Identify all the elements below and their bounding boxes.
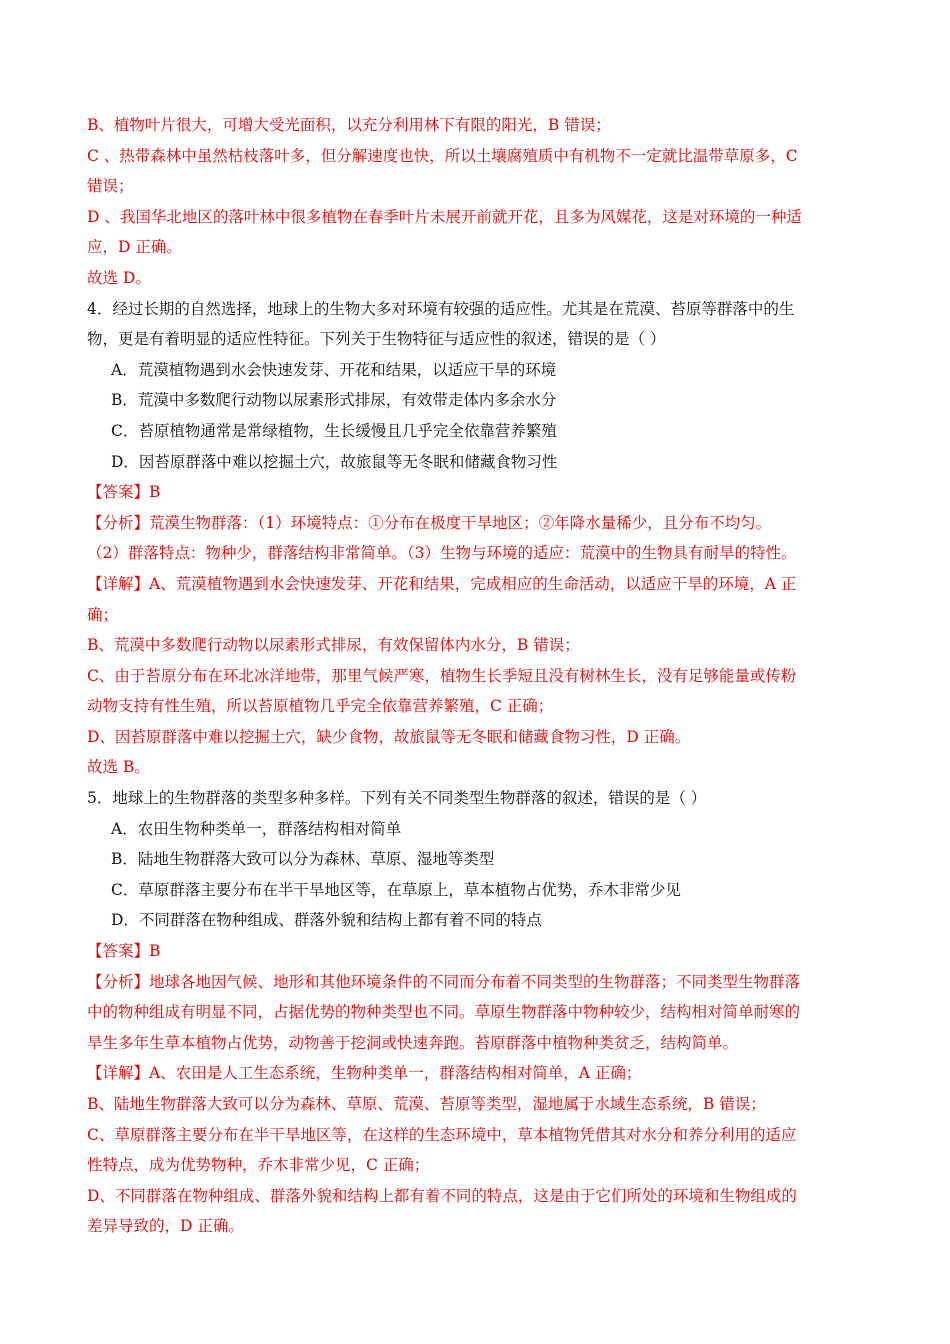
text-line: B、植物叶片很大，可增大受光面积，以充分利用林下有限的阳光，B 错误； [87,116,611,134]
text-line: 中的物种组成有明显不同，占据优势的物种类型也不同。草原生物群落中物种较少，结构相对简单耐寒的 [87,1003,801,1022]
text-line: D 、我国华北地区的落叶林中很多植物在春季叶片未展开前就开花，且多为风媒花，这是对环境的一种适 [87,207,802,226]
option-line: C．苔原植物通常是常绿植物，生长缓慢且几乎完全依靠营养繁殖 [111,421,557,440]
text-line: D、因苔原群落中难以挖掘土穴，缺少食物，故旅鼠等无冬眠和储藏食物习性，D 正确。 [87,727,691,746]
text-line: 【分析】荒漠生物群落：（1）环境特点：①分布在极度干旱地区；②年降水量稀少，且分布不均匀。 [87,513,772,532]
text-line: 性特点，成为优势物种，乔木非常少见，C 正确； [87,1156,430,1175]
option-line: B．荒漠中多数爬行动物以尿素形式排尿，有效带走体内多余水分 [111,391,557,410]
text-line: 5．地球上的生物群落的类型多种多样。下列有关不同类型生物群落的叙述，错误的是（ ） [87,789,707,808]
option-line: D．因苔原群落中难以挖掘土穴，故旅鼠等无冬眠和储藏食物习性 [111,452,558,471]
text-line: D、不同群落在物种组成、群落外貌和结构上都有着不同的特点，这是由于它们所处的环境和生物组成的 [87,1186,797,1205]
option-line: B．陆地生物群落大致可以分为森林、草原、湿地等类型 [111,850,495,869]
text-line: 错误； [87,177,134,196]
text-line: 【答案】B [87,942,161,961]
text-line: 应，D 正确。 [87,238,182,257]
text-line: B、荒漠中多数爬行动物以尿素形式排尿，有效保留体内水分，B 错误； [87,636,580,655]
text-line: （2）群落特点：物种少，群落结构非常简单。（3）生物与环境的适应：荒漠中的生物具有耐旱的特性。 [87,544,797,563]
text-line: 差异导致的，D 正确。 [87,1217,244,1236]
text-line: 【详解】A、荒漠植物遇到水会快速发芽、开花和结果，完成相应的生命活动，以适应干旱的环境，A 正 [87,574,797,593]
text-line: 【分析】地球各地因气候、地形和其他环境条件的不同而分布着不同类型的生物群落；不同类型生物群落 [87,972,801,991]
text-line: C 、热带森林中虽然枯枝落叶多，但分解速度也快，所以土壤腐殖质中有机物不一定就比温带草原多，C [87,146,798,165]
text-line: 故选 D。 [87,268,151,287]
text-line: C、由于苔原分布在环北冰洋地带，那里气候严寒，植物生长季短且没有树林生长，没有足够能量或传粉 [87,666,797,685]
option-line: A．荒漠植物遇到水会快速发芽、开花和结果，以适应干旱的环境 [111,360,557,379]
text-line: 【答案】B [87,483,161,502]
text-line: 动物支持有性生殖，所以苔原植物几乎完全依靠营养繁殖，C 正确； [87,697,554,716]
option-line: C．草原群落主要分布在半干旱地区等，在草原上，草本植物占优势，乔木非常少见 [111,880,681,899]
document-body [87,110,867,1242]
option-line: A．农田生物种类单一，群落结构相对简单 [111,819,402,838]
text-line: B、陆地生物群落大致可以分为森林、草原、荒漠、苔原等类型，湿地属于水域生态系统，B 错误； [87,1095,766,1113]
text-line: 4．经过长期的自然选择，地球上的生物大多对环境有较强的适应性。尤其是在荒漠、苔原等群落中的生 [87,299,795,318]
text-line: 【详解】A、农田是人工生态系统，生物种类单一，群落结构相对简单，A 正确； [87,1064,642,1083]
text-line: 旱生多年生草本植物占优势，动物善于挖洞或快速奔跑。苔原群落中植物种类贫乏，结构简单。 [87,1033,739,1052]
text-line: 故选 B。 [87,758,150,777]
option-line: D．不同群落在物种组成、群落外貌和结构上都有着不同的特点 [111,911,542,930]
text-line: C、草原群落主要分布在半干旱地区等，在这样的生态环境中，草本植物凭借其对水分和养分利用的适应 [87,1125,797,1144]
text-line: 确； [87,605,119,624]
text-line: 物，更是有着明显的适应性特征。下列关于生物特征与适应性的叙述，错误的是（ ） [87,330,666,349]
